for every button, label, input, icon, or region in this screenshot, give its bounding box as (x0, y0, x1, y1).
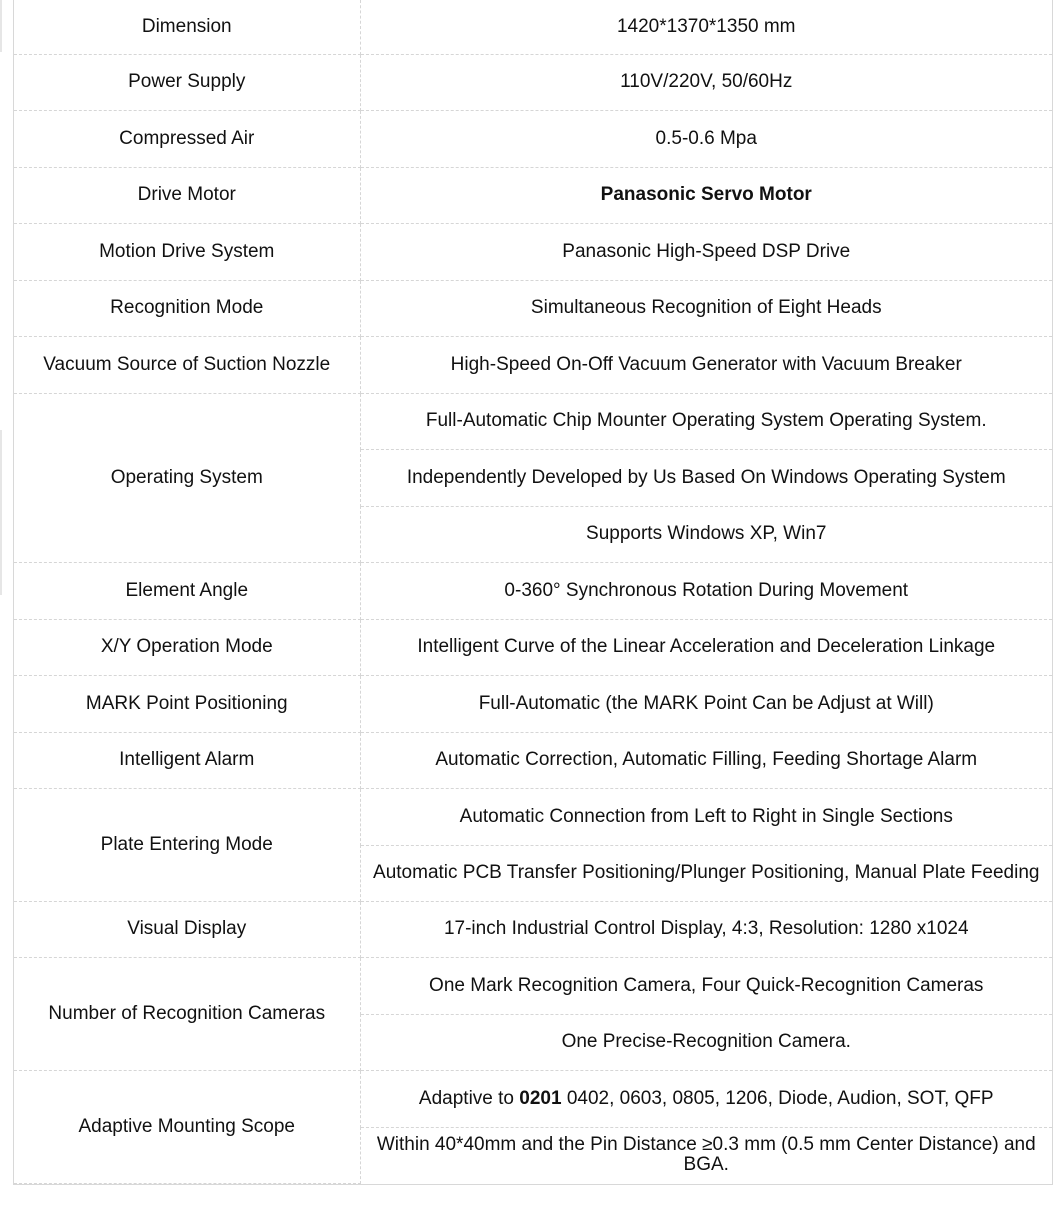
table-row (14, 1071, 1052, 1128)
spec-value (360, 167, 1052, 224)
spec-value: Automatic Connection from Left to Right in Single Sections (360, 789, 1052, 846)
spec-label: Drive Motor (14, 167, 360, 224)
spec-value: 1420*1370*1350 mm (360, 0, 1052, 54)
spec-value: Panasonic High-Speed DSP Drive (360, 224, 1052, 281)
spec-value: 0.5-0.6 Mpa (360, 111, 1052, 168)
table-row (14, 732, 1052, 789)
spec-value: Automatic Correction, Automatic Filling, Feeding Shortage Alarm (360, 732, 1052, 789)
spec-value: Simultaneous Recognition of Eight Heads (360, 280, 1052, 337)
spec-label: MARK Point Positioning (14, 676, 360, 733)
spec-value: Automatic PCB Transfer Positioning/Plunger Positioning, Manual Plate Feeding (360, 845, 1052, 901)
spec-label: Number of Recognition Cameras (14, 958, 360, 1071)
table-row (14, 224, 1052, 281)
table-row (14, 901, 1052, 958)
spec-label: Element Angle (14, 563, 360, 620)
table-row (14, 337, 1052, 394)
spec-label: Motion Drive System (14, 224, 360, 281)
spec-label: Compressed Air (14, 111, 360, 168)
spec-label: Plate Entering Mode (14, 789, 360, 902)
spec-value: One Precise-Recognition Camera. (360, 1014, 1052, 1071)
spec-value: 110V/220V, 50/60Hz (360, 54, 1052, 111)
spec-value: One Mark Recognition Camera, Four Quick-Recognition Cameras (360, 958, 1052, 1015)
spec-value: Independently Developed by Us Based On Windows Operating System (360, 450, 1052, 507)
adaptive-prefix: Adaptive to (418, 1087, 520, 1109)
spec-value-bold: Panasonic Servo Motor (600, 184, 812, 206)
spec-label: Adaptive Mounting Scope (14, 1071, 360, 1184)
spec-label: Visual Display (14, 901, 360, 958)
spec-label: Operating System (14, 393, 360, 563)
spec-value: Supports Windows XP, Win7 (360, 506, 1052, 563)
spec-label: Power Supply (14, 54, 360, 111)
spec-value: Intelligent Curve of the Linear Acceleration and Deceleration Linkage (360, 619, 1052, 676)
table-row (14, 789, 1052, 846)
spec-value: Full-Automatic (the MARK Point Can be Adjust at Will) (360, 676, 1052, 733)
adaptive-bold: 0201 (519, 1087, 562, 1109)
table-row (14, 676, 1052, 733)
spec-label: Dimension (14, 0, 360, 54)
table-row (14, 563, 1052, 620)
table-row (14, 54, 1052, 111)
spec-value: Full-Automatic Chip Mounter Operating System Operating System. (360, 393, 1052, 450)
table-row (14, 619, 1052, 676)
spec-label: Recognition Mode (14, 280, 360, 337)
table-row (14, 280, 1052, 337)
left-edge-mark (0, 0, 2, 52)
table-row (14, 0, 1052, 54)
spec-label: Vacuum Source of Suction Nozzle (14, 337, 360, 394)
table-row (14, 958, 1052, 1015)
spec-label: X/Y Operation Mode (14, 619, 360, 676)
left-edge-mark (0, 430, 2, 595)
spec-value: 0-360° Synchronous Rotation During Movement (360, 563, 1052, 620)
spec-value: High-Speed On-Off Vacuum Generator with Vacuum Breaker (360, 337, 1052, 394)
table-row (14, 393, 1052, 450)
table-row (14, 167, 1052, 224)
adaptive-suffix: 0402, 0603, 0805, 1206, Diode, Audion, SOT, QFP (561, 1087, 994, 1109)
spec-value (360, 1071, 1052, 1128)
spec-label: Intelligent Alarm (14, 732, 360, 789)
spec-table (14, 0, 1052, 1184)
table-row (14, 111, 1052, 168)
spec-value: Within 40*40mm and the Pin Distance ≥0.3 mm (0.5 mm Center Distance) and BGA. (376, 1134, 1036, 1176)
spec-value: 17-inch Industrial Control Display, 4:3, Resolution: 1280 x1024 (360, 901, 1052, 958)
